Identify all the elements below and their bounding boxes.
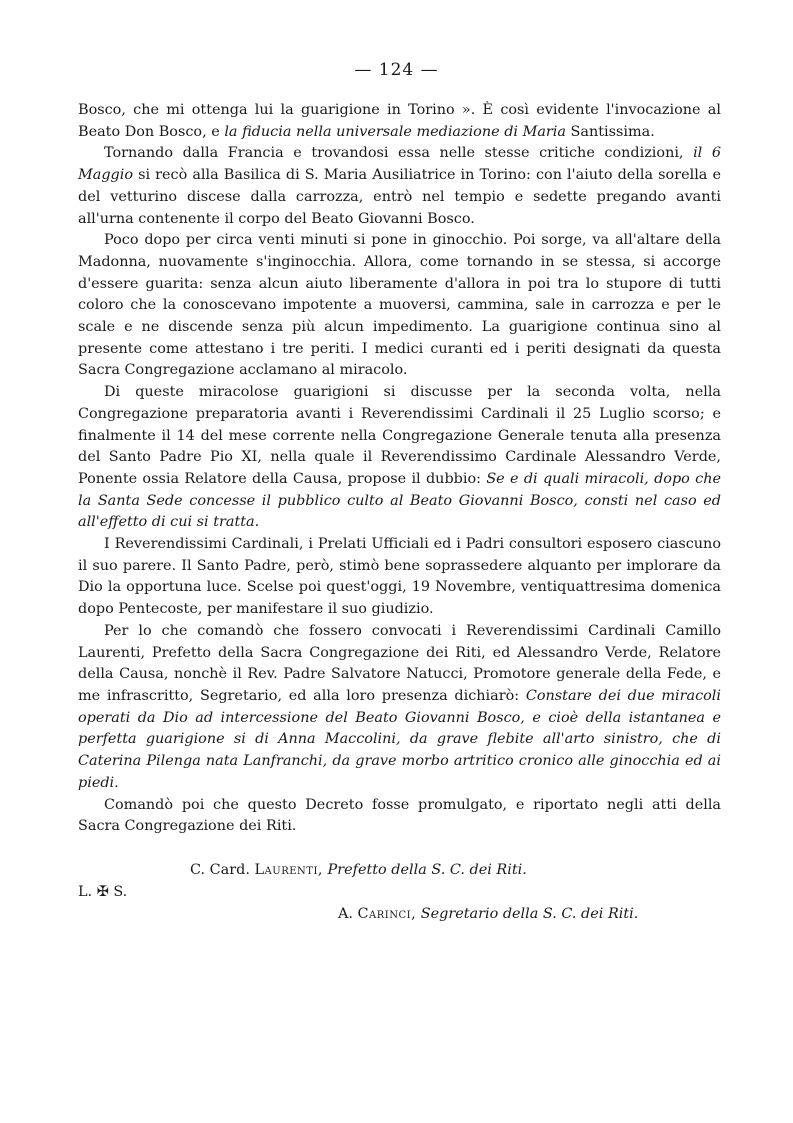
secretary-name: Carinci,: [357, 906, 417, 922]
paragraph-6: [78, 621, 721, 795]
paragraph-4-text: Di queste miracolose guarigioni si discusse per la seconda volta, nella Congregazione preparatoria avanti i Reverendissimi Cardinali il 25 Luglio scorso; e finalmente il 14 del mese corrente nella Congregazione Generale tenuta alla presenza del Santo Padre Pio XI, nella quale il Reverendissimo Cardinale Alessandro Verde, Ponente ossia Relatore della Causa, propose il dubbio:: [78, 384, 721, 487]
body-text: [78, 100, 721, 838]
prefect-title: Prefetto della S. C. dei Riti.: [322, 862, 527, 878]
paragraph-6-decree: Constare dei due miracoli operati da Dio ad intercessione del Beato Giovanni Bosco, e cioè della istantanea e perfetta guarigione si di Anna Maccolini, da grave flebite all'arto sinistro, che di Caterina Pilenga nata Lanfranchi, da grave morbo artritico cronico alle ginocchia ed ai piedi.: [78, 687, 721, 791]
paragraph-4-dubium: Se e di quali miracoli, dopo che la Santa Sede concesse il pubblico culto al Beato Giovanni Bosco, consti nel caso ed all'effetto di cui si tratta.: [78, 470, 721, 531]
secretary-prefix: A.: [338, 906, 358, 922]
prefect-prefix: C. Card.: [190, 862, 255, 878]
paragraph-1: [78, 100, 721, 143]
paragraph-5: I Reverendissimi Cardinali, i Prelati Ufficiali ed i Padri consultori esposero ciascuno il suo parere. Il Santo Padre, però, stimò bene soprassedere alquanto per implorare da Dio la opportuna luce. Scelse poi quest'oggi, 19 Novembre, ventiquattresima domenica dopo Pentecoste, per manifestare il suo giudizio.: [78, 536, 721, 618]
paragraph-2-text: Tornando dalla Francia e trovandosi essa nelle stesse critiche condizioni,: [104, 145, 694, 162]
secretary-signature: [338, 906, 638, 922]
paragraph-7: Comandò poi che questo Decreto fosse promulgato, e riportato negli atti della Sacra Congregazione dei Riti.: [78, 796, 721, 835]
paragraph-4: [78, 382, 721, 534]
secretary-title: Segretario della S. C. dei Riti.: [416, 906, 639, 922]
paragraph-3: Poco dopo per circa venti minuti si pone in ginocchio. Poi sorge, va all'altare della Madonna, nuovamente s'inginocchia. Allora, come tornando in se stessa, si accorge d'essere guarita: senza alcun aiuto liberamente d'allora in poi tra lo stupore di tutti coloro che la conoscevano impotente a muoversi, cammina, sale in carrozza e per le scale e ne discende senza più alcun impedimento. La guarigione continua sino al presente come attestano i tre periti. I medici curanti ed i periti designati da questa Sacra Congregazione acclamano al miracolo.: [78, 232, 721, 379]
seal-mark: L. ✠ S.: [78, 884, 128, 900]
paragraph-2-end: si recò alla Basilica di S. Maria Ausiliatrice in Torino: con l'aiuto della sorella e del vetturino discese dalla carrozza, entrò nel tempio e sedette pregando avanti all'urna contenente il corpo del Beato Giovanni Bosco.: [78, 167, 721, 227]
paragraph-1-text: Bosco, che mi ottenga lui la guarigione in Torino ». È così evidente l'invocazione al Beato Don Bosco, e: [78, 102, 721, 140]
prefect-signature: [190, 862, 527, 878]
paragraph-6-text: Per lo che comandò che fossero convocati i Reverendissimi Cardinali Camillo Laurenti, Prefetto della Sacra Congregazione dei Riti, ed Alessandro Verde, Relatore della Causa, nonchè il Rev. Padre Salvatore Natucci, Promotore generale della Fede, e me infrascritto, Segretario, ed alla loro presenza dichiarò:: [78, 622, 721, 704]
page-number: — 124 —: [354, 60, 439, 80]
paragraph-2-date: il 6 Maggio: [78, 145, 722, 184]
paragraph-1-italic: la fiducia nella universale mediazione di Maria: [224, 123, 566, 140]
paragraph-1-end: Santissima.: [565, 123, 655, 140]
paragraph-2: [78, 143, 721, 230]
prefect-name: Laurenti,: [254, 862, 323, 878]
